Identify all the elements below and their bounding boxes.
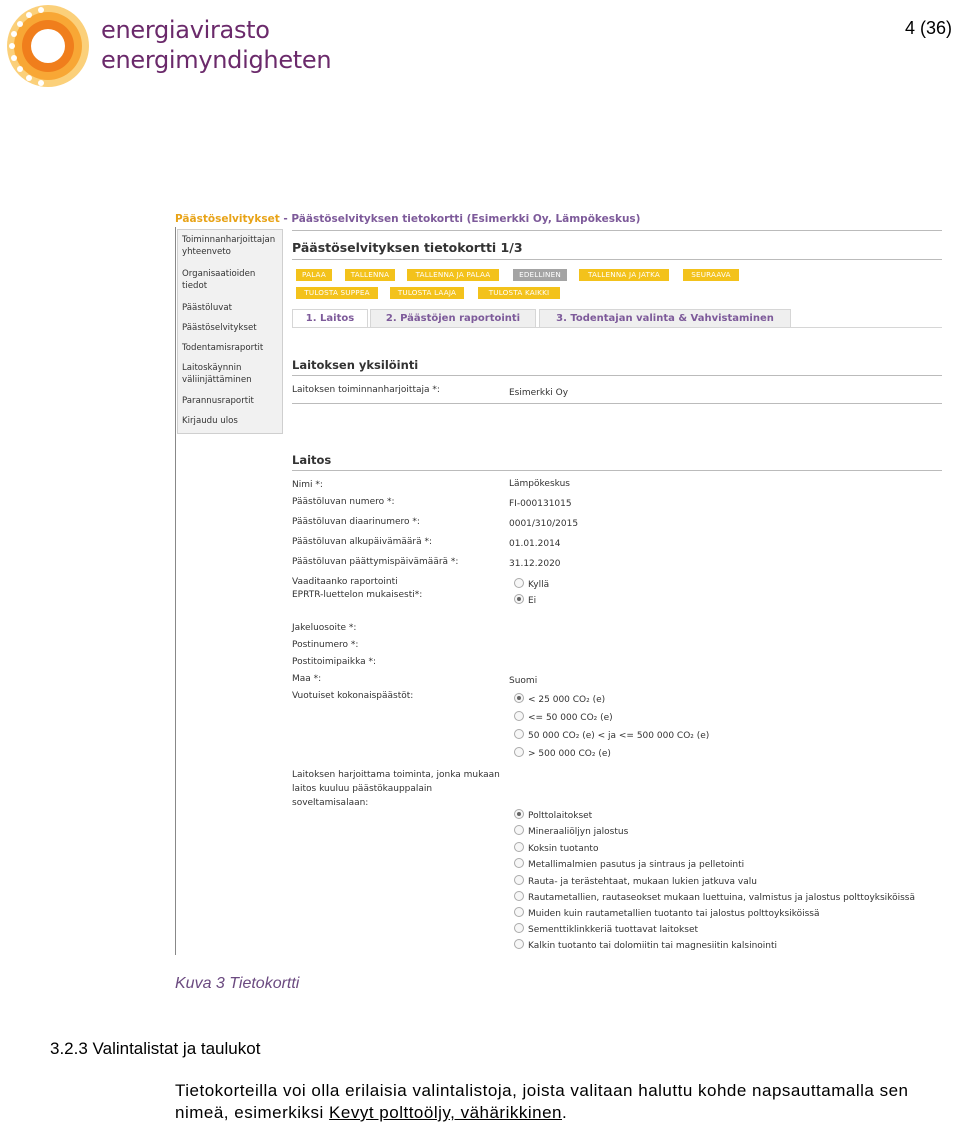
tietokortti-screenshot: [175, 205, 943, 955]
activity-option-3[interactable]: [514, 842, 598, 854]
brand-line-sv: energimyndigheten: [101, 46, 332, 74]
tallenna-button[interactable]: TALLENNA: [345, 269, 395, 281]
breadcrumb: [175, 213, 641, 225]
nimi-label: Nimi *:: [292, 480, 323, 490]
section-heading: 3.2.3 Valintalistat ja taulukot: [50, 1039, 261, 1058]
emissions-option-1[interactable]: [514, 693, 605, 705]
sidebar-item-parannusraportit[interactable]: Parannusraportit: [182, 396, 254, 406]
radio-label: Ei: [528, 596, 537, 606]
radio-label: Kyllä: [528, 580, 550, 590]
radio-label: > 500 000 CO₂ (e): [528, 749, 611, 759]
diaarinumero-value: 0001/310/2015: [509, 519, 579, 529]
activity-option-5[interactable]: [514, 875, 757, 887]
seuraava-button[interactable]: SEURAAVA: [683, 269, 739, 281]
radio-label: <= 50 000 CO₂ (e): [528, 713, 613, 723]
radio-unchecked-icon[interactable]: [514, 875, 524, 885]
sidebar-item-todentamisraportit[interactable]: Todentamisraportit: [182, 343, 264, 353]
radio-label: Rauta- ja terästehtaat, mukaan lukien jatkuva valu: [528, 877, 757, 887]
operator-value: Esimerkki Oy: [509, 388, 569, 398]
page-number: 4 (36): [904, 18, 952, 38]
section-rule-yksilointi: [292, 375, 942, 376]
emissions-option-2[interactable]: [514, 711, 613, 723]
radio-unchecked-icon[interactable]: [514, 923, 524, 933]
section-end-rule: [292, 403, 942, 404]
paattymispaivamaara-value: 31.12.2020: [509, 559, 561, 569]
activity-option-8[interactable]: [514, 923, 698, 935]
radio-unchecked-icon[interactable]: [514, 939, 524, 949]
paattymispaivamaara-label: Päästöluvan päättymispäivämäärä *:: [292, 557, 459, 567]
maa-value: Suomi: [509, 676, 538, 686]
alkupaivamaara-label: Päästöluvan alkupäivämäärä *:: [292, 537, 433, 547]
top-rule: [292, 230, 942, 231]
body-paragraph: [175, 1080, 955, 1124]
brand-line-fi: energiavirasto: [101, 16, 270, 44]
sidebar: [177, 229, 283, 434]
energiavirasto-sun-logo: [6, 4, 90, 88]
tab-paastojen-raportointi[interactable]: 2. Päästöjen raportointi: [370, 309, 536, 328]
palaa-button[interactable]: PALAA: [296, 269, 332, 281]
reporting-option-kylla[interactable]: [514, 578, 549, 590]
radio-unchecked-icon[interactable]: [514, 858, 524, 868]
activity-label-line3: soveltamisalaan:: [292, 798, 369, 808]
tulosta-laaja-button[interactable]: TULOSTA LAAJA: [390, 287, 464, 299]
example-link[interactable]: Kevyt polttoöljy, vähärikkinen: [329, 1103, 563, 1122]
radio-label: Kalkin tuotanto tai dolomiitin tai magnesiitin kalsinointi: [528, 941, 778, 951]
radio-checked-icon[interactable]: [514, 809, 524, 819]
emissions-option-3[interactable]: [514, 729, 709, 741]
luvan-numero-value: FI-000131015: [509, 499, 572, 509]
tulosta-suppea-button[interactable]: TULOSTA SUPPEA: [296, 287, 378, 299]
radio-label: Sementtiklinkkeriä tuottavat laitokset: [528, 925, 699, 935]
radio-label: Mineraaliöljyn jalostus: [528, 827, 629, 837]
reporting-label-line1: Vaaditaanko raportointi: [292, 577, 398, 587]
maa-label: Maa *:: [292, 674, 322, 684]
luvan-numero-label: Päästöluvan numero *:: [292, 497, 395, 507]
tulosta-kaikki-button[interactable]: TULOSTA KAIKKI: [478, 287, 560, 299]
reporting-option-ei[interactable]: [514, 594, 536, 606]
activity-option-1[interactable]: [514, 809, 592, 821]
radio-unchecked-icon[interactable]: [514, 842, 524, 852]
edellinen-button[interactable]: EDELLINEN: [513, 269, 567, 281]
reporting-label-line2: EPRTR-luettelon mukaisesti*:: [292, 590, 423, 600]
radio-label: Polttolaitokset: [528, 811, 593, 821]
radio-unchecked-icon[interactable]: [514, 891, 524, 901]
emissions-option-4[interactable]: [514, 747, 611, 759]
paragraph-end: .: [562, 1103, 568, 1122]
postinumero-label: Postinumero *:: [292, 640, 359, 650]
section-rule-laitos: [292, 470, 942, 471]
activity-option-2[interactable]: [514, 825, 628, 837]
alkupaivamaara-value: 01.01.2014: [509, 539, 561, 549]
radio-checked-icon[interactable]: [514, 594, 524, 604]
sidebar-item-laitoskaynti[interactable]: Laitoskäynnin väliinjättäminen: [182, 363, 252, 385]
figure-caption: Kuva 3 Tietokortti: [175, 975, 300, 992]
tallenna-ja-palaa-button[interactable]: TALLENNA JA PALAA: [407, 269, 499, 281]
activity-option-7[interactable]: [514, 907, 820, 919]
radio-unchecked-icon[interactable]: [514, 729, 524, 739]
tab-todentajan-valinta[interactable]: 3. Todentajan valinta & Vahvistaminen: [539, 309, 791, 328]
radio-unchecked-icon[interactable]: [514, 825, 524, 835]
emissions-label: Vuotuiset kokonaispäästöt:: [292, 691, 414, 701]
left-border: [175, 227, 176, 955]
radio-label: Koksin tuotanto: [528, 844, 599, 854]
activity-option-6[interactable]: [514, 891, 915, 903]
title-rule: [292, 259, 942, 260]
tab-laitos[interactable]: 1. Laitos: [292, 309, 368, 328]
sidebar-item-paastoluvat[interactable]: Päästöluvat: [182, 303, 232, 313]
tab-rule: [292, 327, 942, 328]
radio-label: Metallimalmien pasutus ja sintraus ja pelletointi: [528, 860, 745, 870]
nimi-value: Lämpökeskus: [509, 479, 570, 489]
radio-label: 50 000 CO₂ (e) < ja <= 500 000 CO₂ (e): [528, 731, 710, 741]
breadcrumb-current: Päästöselvityksen tietokortti (Esimerkki Oy, Lämpökeskus): [291, 213, 641, 225]
sidebar-item-organisaatiot[interactable]: Organisaatioiden tiedot: [182, 269, 256, 291]
page-title: Päästöselvityksen tietokortti 1/3: [292, 240, 523, 255]
sidebar-item-logout[interactable]: Kirjaudu ulos: [182, 416, 238, 426]
paragraph-text: Tietokorteilla voi olla erilaisia valintalistoja, joista valitaan haluttu kohde napsauttamalla sen nimeä, esimerkiksi: [175, 1081, 909, 1122]
activity-option-4[interactable]: [514, 858, 744, 870]
activity-label-line2: laitos kuuluu päästökauppalain: [292, 784, 433, 794]
breadcrumb-section[interactable]: Päästöselvitykset: [175, 213, 280, 225]
brand-name: [101, 15, 331, 75]
breadcrumb-separator: -: [279, 213, 292, 225]
radio-unchecked-icon[interactable]: [514, 578, 524, 588]
postitoimipaikka-label: Postitoimipaikka *:: [292, 657, 377, 667]
sidebar-item-yhteenveto[interactable]: Toiminnanharjoittajan yhteenveto: [182, 235, 276, 257]
radio-unchecked-icon[interactable]: [514, 747, 524, 757]
radio-label: < 25 000 CO₂ (e): [528, 695, 606, 705]
diaarinumero-label: Päästöluvan diaarinumero *:: [292, 517, 420, 527]
tallenna-ja-jatka-button[interactable]: TALLENNA JA JATKA: [579, 269, 669, 281]
section-title-yksilointi: Laitoksen yksilöinti: [292, 358, 419, 372]
radio-checked-icon[interactable]: [514, 693, 524, 703]
section-title-laitos: Laitos: [292, 453, 332, 467]
jakeluosoite-label: Jakeluosoite *:: [292, 623, 357, 633]
activity-option-9[interactable]: [514, 939, 777, 951]
radio-label: Rautametallien, rautaseokset mukaan luettuina, valmistus ja jalostus polttoyksiköissä: [528, 893, 915, 903]
sidebar-item-paastoselvitykset[interactable]: Päästöselvitykset: [182, 323, 257, 333]
activity-label-line1: Laitoksen harjoittama toiminta, jonka mukaan: [292, 770, 500, 780]
radio-unchecked-icon[interactable]: [514, 711, 524, 721]
radio-unchecked-icon[interactable]: [514, 907, 524, 917]
operator-label: Laitoksen toiminnanharjoittaja *:: [292, 385, 440, 395]
radio-label: Muiden kuin rautametallien tuotanto tai jalostus polttoyksiköissä: [528, 909, 820, 919]
